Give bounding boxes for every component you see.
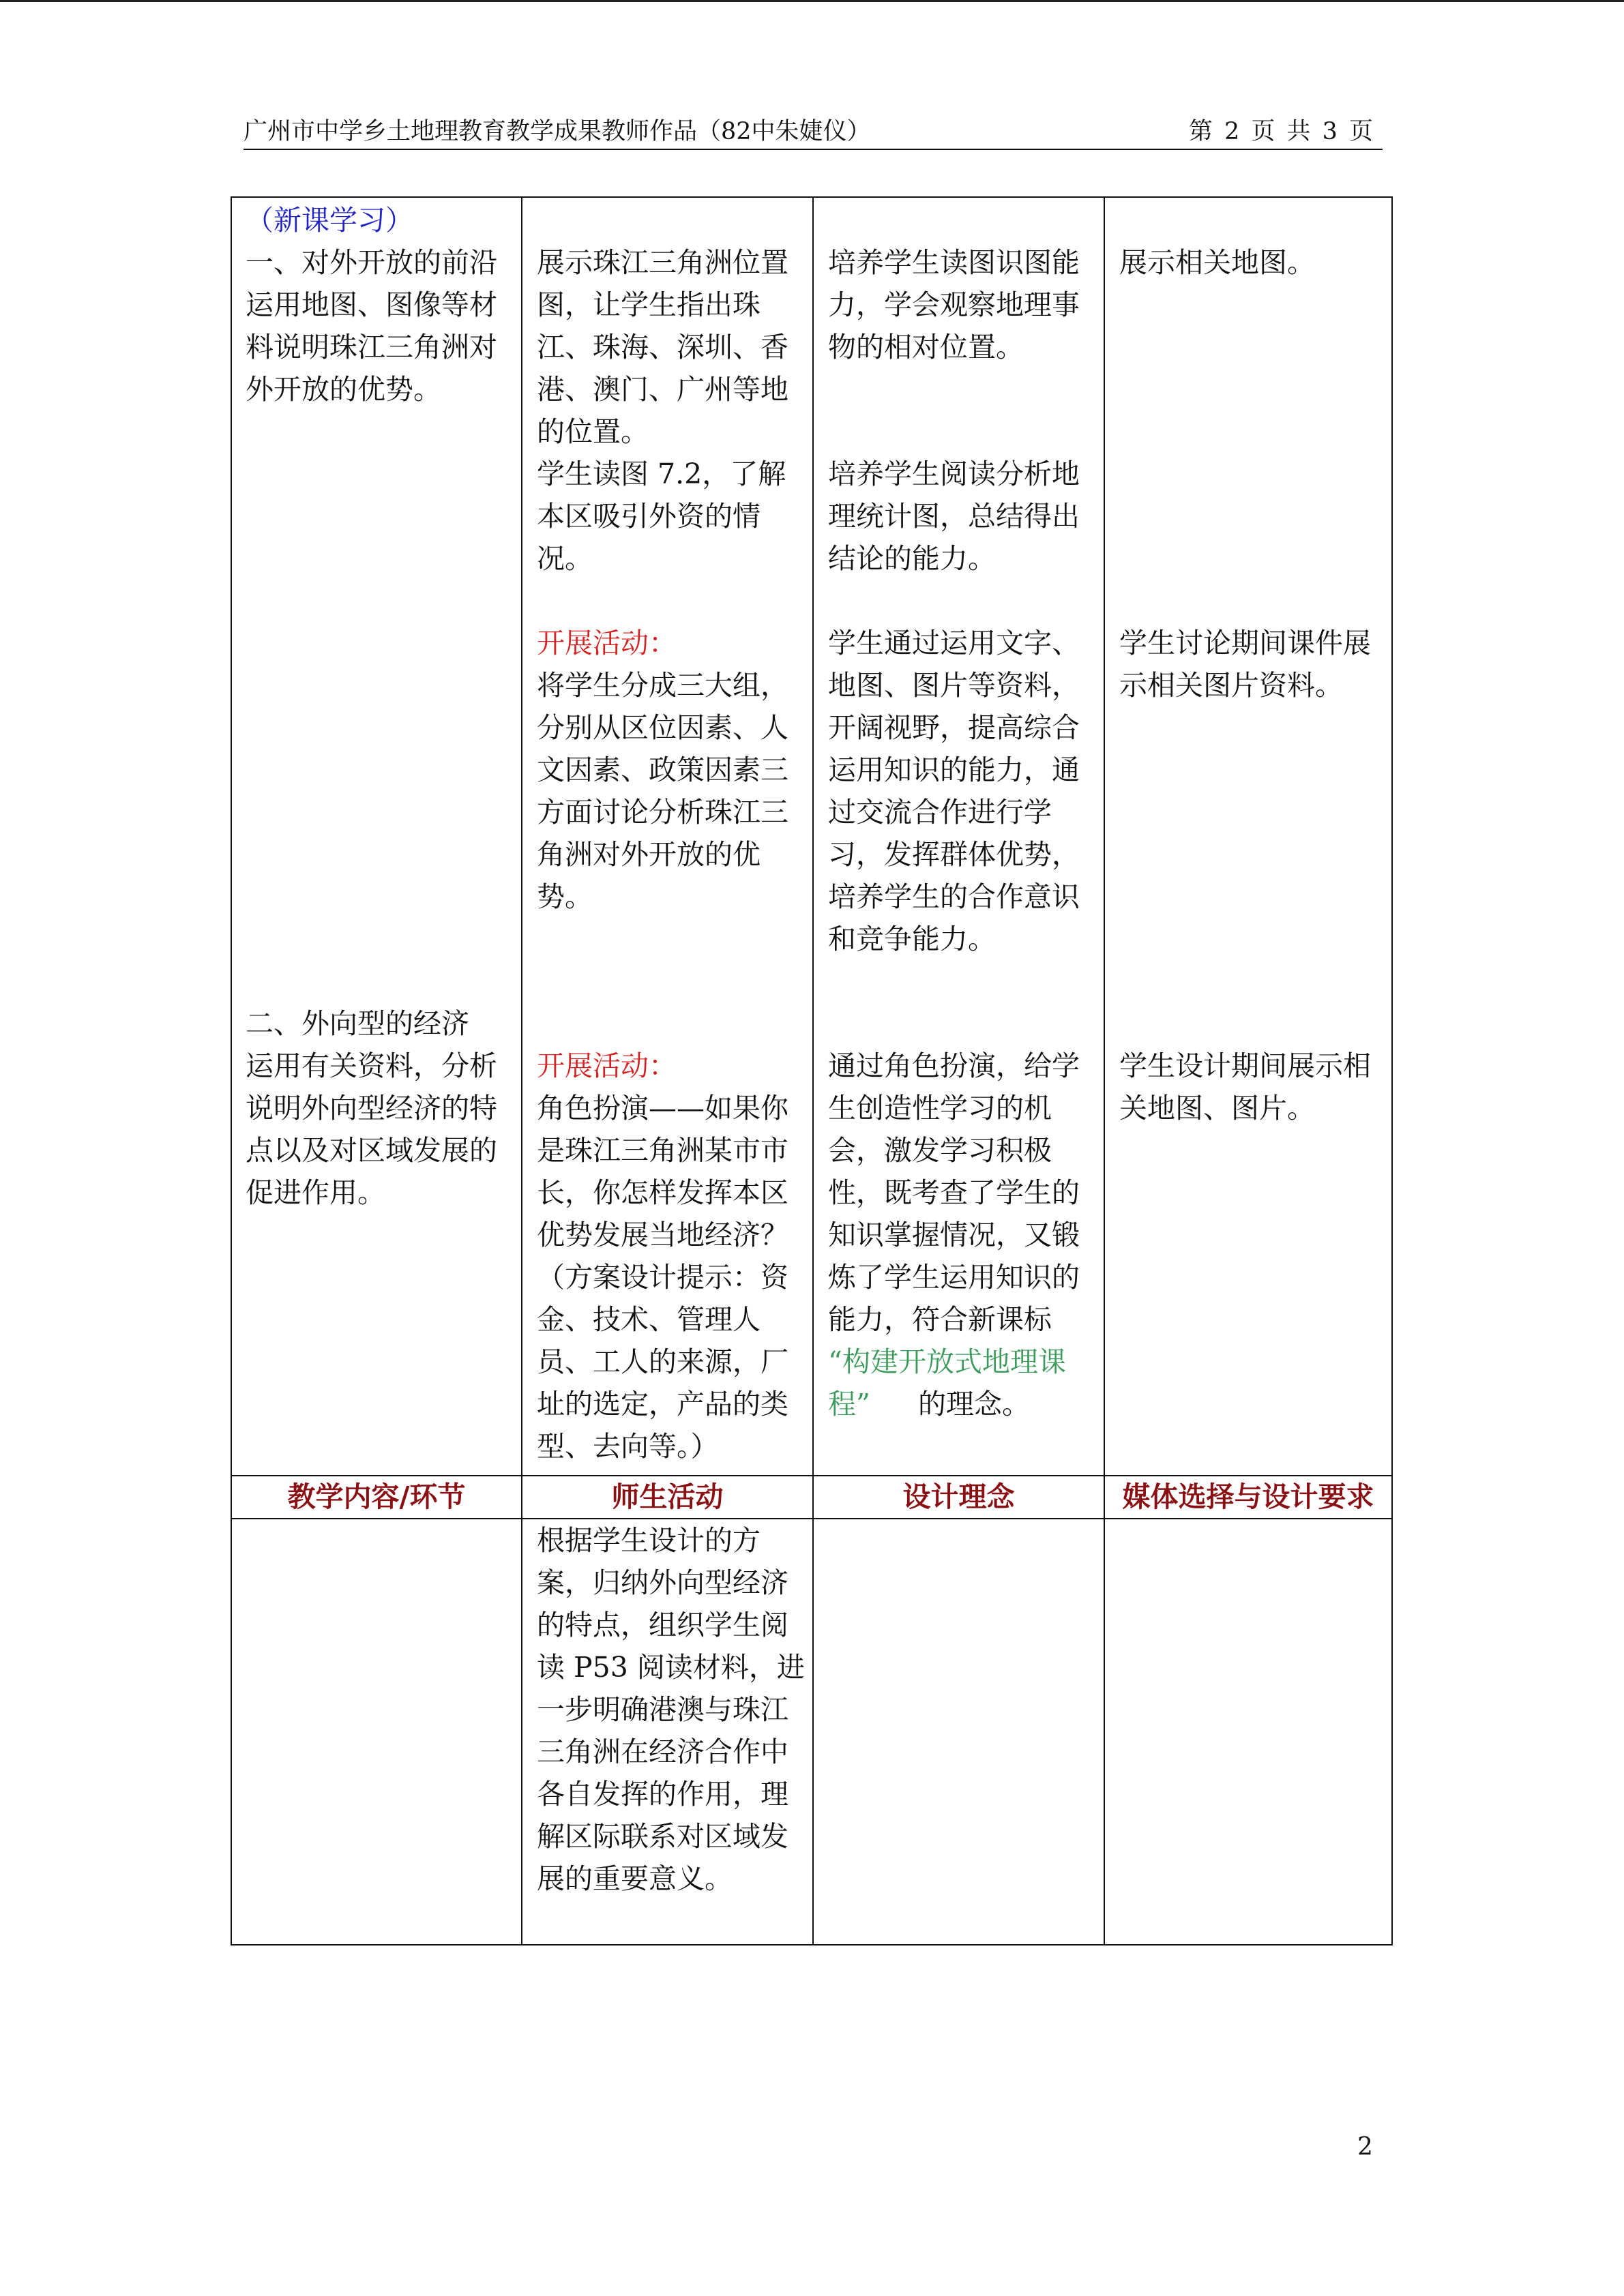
rationale-quote: “构建开放式地理课 程”	[828, 1345, 1066, 1420]
media-block-1: 展示相关地图。	[1119, 246, 1315, 279]
table-divider-1	[521, 196, 522, 1945]
page-number: 2	[1357, 2133, 1373, 2161]
media-block-3: 学生设计期间展示相 关地图、图片。	[1119, 1049, 1371, 1124]
column-header-content: 教学内容/环节	[287, 1480, 466, 1513]
column-header-rationale: 设计理念	[902, 1480, 1015, 1513]
table-border-left	[231, 196, 232, 1945]
activity-block-4: 根据学生设计的方 案，归纳外向型经济 的特点，组织学生阅 读 P53 阅读材料，进 一步明确港澳与珠江 三角洲在经济合作中 各自发挥的作用，理 解区际联系对区域发 展的重要意义。	[537, 1524, 805, 1895]
rationale-block-4: 通过角色扮演，给学 生创造性学习的机 会，激发学习积极 性，既考查了学生的 知识掌握情况，又锻 炼了学生运用知识的 能力，符合新课标	[828, 1049, 1080, 1336]
lesson-table	[231, 196, 1393, 1945]
rationale-block-1: 培养学生读图识图能 力，学会观察地理事 物的相对位置。	[828, 246, 1080, 363]
rationale-block-2: 培养学生阅读分析地 理统计图，总结得出 结论的能力。	[828, 458, 1080, 575]
section-label: （新课学习）	[246, 204, 413, 237]
activity-block-3: 角色扮演——如果你 是珠江三角洲某市市 长，你怎样发挥本区 优势发展当地经济？ （方案设计提示：资 金、技术、管理人 员、工人的来源，厂 址的选定，产品的类 型、去向等。）	[537, 1092, 788, 1463]
header-page-info: 第 2 页 共 3 页	[1188, 118, 1373, 145]
rationale-quote-tail: 的理念。	[918, 1388, 1030, 1420]
content-part-2: 二、外向型的经济 运用有关资料，分析 说明外向型经济的特 点以及对区域发展的 促进作用。	[246, 1007, 497, 1209]
table-border-top	[231, 196, 1393, 198]
header-rule	[243, 149, 1383, 150]
table-border-bottom	[231, 1944, 1393, 1945]
header-row-bottom-line	[231, 1518, 1393, 1519]
rationale-block-3: 学生通过运用文字、 地图、图片等资料， 开阔视野，提高综合 运用知识的能力，通 过交流合作进行学 习，发挥群体优势， 培养学生的合作意识 和竞争能力。	[828, 627, 1080, 955]
table-divider-3	[1104, 196, 1105, 1945]
activity-block-1: 展示珠江三角洲位置 图，让学生指出珠 江、珠海、深圳、香 港、澳门、广州等地 的位置。 学生读图 7.2，了解 本区吸引外资的情 况。	[537, 246, 788, 575]
activity-label-1: 开展活动：	[537, 627, 677, 659]
page-header	[243, 115, 1383, 149]
activity-block-2: 将学生分成三大组， 分别从区位因素、人 文因素、政策因素三 方面讨论分析珠江三 角洲对外开放的优 势。	[537, 669, 788, 913]
top-border	[0, 0, 1624, 2]
table-divider-2	[812, 196, 814, 1945]
table-border-right	[1391, 196, 1393, 1945]
header-title: 广州市中学乡土地理教育教学成果教师作品（82中朱婕仪）	[243, 118, 871, 145]
activity-label-2: 开展活动：	[537, 1049, 677, 1082]
column-header-media: 媒体选择与设计要求	[1122, 1480, 1374, 1513]
media-block-2: 学生讨论期间课件展 示相关图片资料。	[1119, 627, 1371, 702]
content-part-1: 一、对外开放的前沿 运用地图、图像等材 料说明珠江三角洲对 外开放的优势。	[246, 246, 497, 406]
column-header-activity: 师生活动	[611, 1480, 724, 1513]
